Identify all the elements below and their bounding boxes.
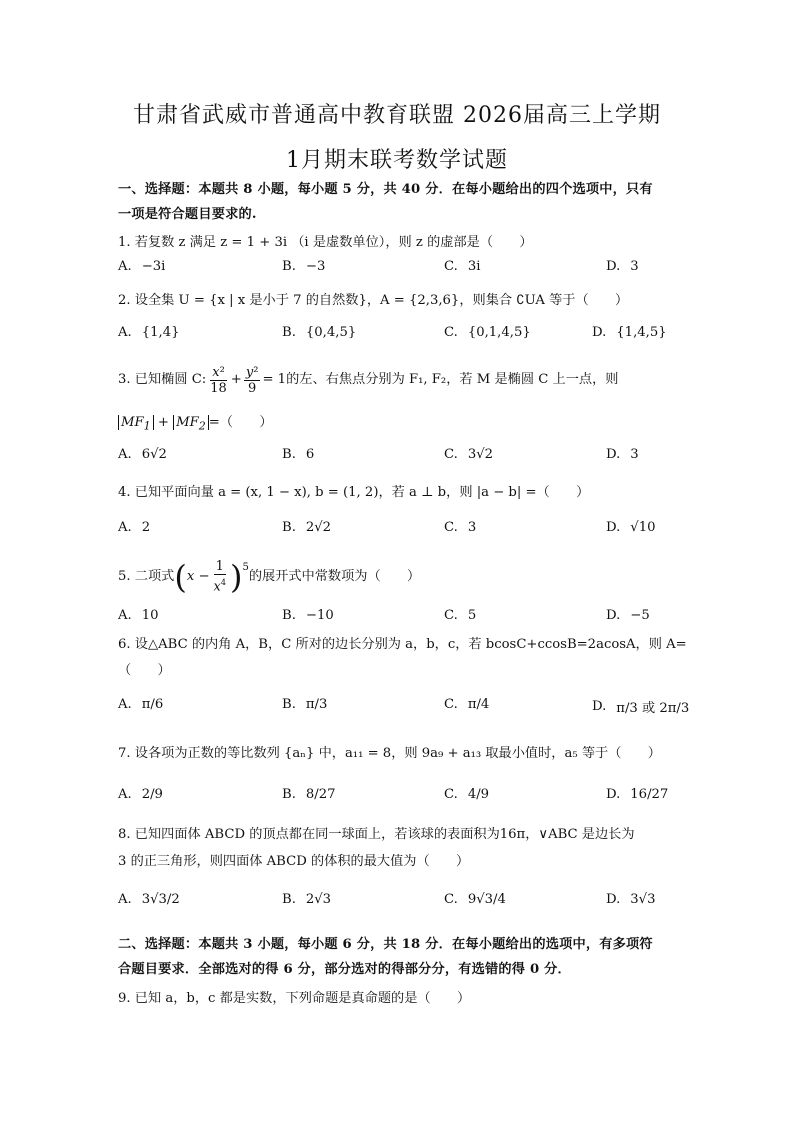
- option-d[interactable]: [606, 447, 639, 462]
- option-label: D.: [606, 447, 621, 462]
- question-8-stem: 8. 已知四面体 ABCD 的顶点都在同一球面上，若该球的表面积为16π，∨ABC 是边长为: [118, 827, 635, 842]
- option-value: −3: [305, 259, 326, 274]
- option-label: A.: [118, 325, 132, 340]
- question-7-stem: 7. 设各项为正数的等比数列 {aₙ} 中，a₁₁ = 8，则 9a₉ + a₁₃ 取最小值时，a₅ 等于（ ）: [118, 746, 661, 761]
- option-label: D.: [592, 325, 607, 340]
- option-label: D.: [606, 608, 621, 623]
- option-a[interactable]: [118, 892, 180, 907]
- option-value: 3√2: [467, 447, 493, 462]
- question-6-options: [0, 697, 794, 737]
- option-value: {1,4,5}: [616, 325, 667, 340]
- section-1-line-1: 一、选择题：本题共 8 小题，每小题 5 分，共 40 分．在每小题给出的四个选项中，只有: [118, 182, 653, 197]
- option-value: π/3 或 2π/3: [616, 701, 690, 716]
- option-value: −3i: [141, 259, 166, 274]
- option-value: 3i: [467, 259, 481, 274]
- option-c[interactable]: [444, 259, 480, 274]
- question-3-stem: 3. 已知椭圆 C: $\frac{\text{x²}}{18}$ + $\frac{\text{y²}}{9}$ = 1的左、右焦点分别为 F₁, F₂，若 M 是椭圆 C 上一点，则: [118, 364, 619, 396]
- question-8-stem-line-2: 3 的正三角形，则四面体 ABCD 的体积的最大值为（ ）: [118, 854, 470, 869]
- option-b[interactable]: [282, 892, 331, 907]
- fraction-1-x4: $\frac{1}{x^4}$: [213, 559, 226, 595]
- option-a[interactable]: [118, 520, 150, 535]
- section-1-line-2: 一项是符合题目要求的.: [118, 207, 257, 222]
- option-d[interactable]: [606, 520, 655, 535]
- option-value: 6√2: [141, 447, 167, 462]
- option-value: 2/9: [141, 787, 163, 802]
- question-3-options: [0, 447, 794, 487]
- option-value: 10: [141, 608, 159, 623]
- option-label: C.: [444, 259, 458, 274]
- option-value: {0,4,5}: [305, 325, 357, 340]
- option-value: π/4: [467, 697, 490, 712]
- option-label: A.: [118, 608, 132, 623]
- option-c[interactable]: [444, 697, 489, 712]
- section-2-heading: [118, 932, 678, 982]
- option-c[interactable]: [444, 325, 531, 340]
- option-label: C.: [444, 697, 458, 712]
- q5-stem-post: 的展开式中常数项为（ ）: [248, 569, 421, 584]
- option-label: B.: [282, 892, 296, 907]
- option-a[interactable]: [118, 447, 167, 462]
- question-1-stem: 1. 若复数 z 满足 z = 1 + 3i （i 是虚数单位），则 z 的虚部是（ ）: [118, 235, 533, 250]
- option-c[interactable]: [444, 892, 506, 907]
- option-value: √10: [630, 520, 656, 535]
- option-value: 3√3: [630, 892, 656, 907]
- option-a[interactable]: [118, 787, 163, 802]
- option-label: D.: [606, 520, 621, 535]
- option-d[interactable]: [606, 259, 639, 274]
- section-2-line-2: 合题目要求．全部选对的得 6 分，部分选对的得部分分，有选错的得 0 分．: [118, 962, 571, 977]
- option-label: D.: [606, 892, 621, 907]
- question-9-stem: 9. 已知 a，b，c 都是实数，下列命题是真命题的是（ ）: [118, 991, 471, 1006]
- option-d[interactable]: [606, 787, 668, 802]
- option-b[interactable]: [282, 520, 331, 535]
- option-d[interactable]: [592, 325, 667, 340]
- option-value: −10: [305, 608, 334, 623]
- option-b[interactable]: [282, 259, 325, 274]
- option-label: B.: [282, 697, 296, 712]
- q3-stem-line2-post: =（ ）: [208, 415, 273, 430]
- option-a[interactable]: [118, 608, 159, 623]
- option-value: 8/27: [305, 787, 336, 802]
- option-value: 5: [467, 608, 477, 623]
- option-label: B.: [282, 259, 296, 274]
- option-label: C.: [444, 325, 458, 340]
- question-5-stem: 5. 二项式 ( x − $\frac{1}{x^4}$ ) $^5$ 的展开式中常数项为（ ）: [118, 558, 421, 596]
- option-value: 6: [305, 447, 315, 462]
- q5-stem-pre: 5. 二项式: [118, 569, 175, 584]
- question-4-stem: 4. 已知平面向量 a = (x, 1 − x), b = (1, 2)，若 a ⊥ b，则 |a − b| =（ ）: [118, 485, 590, 500]
- option-value: 9√3/4: [467, 892, 506, 907]
- question-2-stem: 2. 设全集 U = {x | x 是小于 7 的自然数}，A = {2,3,6}，则集合 ∁UA 等于（ ）: [118, 293, 629, 308]
- option-label: C.: [444, 608, 458, 623]
- fraction-x2-18: $\frac{\text{x²}}{18}$: [210, 364, 227, 396]
- option-b[interactable]: [282, 325, 356, 340]
- section-2-line-1: 二、选择题：本题共 3 小题，每小题 6 分，共 18 分．在每小题给出的选项中，有多项符: [118, 937, 653, 952]
- option-label: C.: [444, 520, 458, 535]
- question-4-options: [0, 520, 794, 560]
- option-value: 3√3/2: [141, 892, 180, 907]
- option-label: B.: [282, 447, 296, 462]
- option-label: D.: [606, 259, 621, 274]
- option-d[interactable]: [606, 892, 655, 907]
- option-value: 2: [141, 520, 151, 535]
- option-label: A.: [118, 697, 132, 712]
- question-3-stem-line-2: $MF_1 + MF_2$ =（ ）: [118, 412, 678, 438]
- option-value: 16/27: [630, 787, 669, 802]
- title-line-1: 甘肃省武威市普通高中教育联盟 2026届高三上学期: [133, 103, 661, 128]
- option-value: {0,1,4,5}: [467, 325, 531, 340]
- option-label: C.: [444, 787, 458, 802]
- question-2-options: [0, 325, 794, 365]
- question-6-stem-line-2: （ ）: [118, 663, 171, 678]
- option-c[interactable]: [444, 447, 493, 462]
- option-b[interactable]: [282, 697, 327, 712]
- option-label: B.: [282, 520, 296, 535]
- option-b[interactable]: [282, 447, 314, 462]
- q3-stem-post: = 1的左、右焦点分别为 F₁, F₂，若 M 是椭圆 C 上一点，则: [262, 372, 619, 387]
- option-label: A.: [118, 787, 132, 802]
- option-label: D.: [606, 787, 621, 802]
- option-label: A.: [118, 259, 132, 274]
- question-6-stem: 6. 设△ABC 的内角 A，B，C 所对的边长分别为 a，b，c，若 bcosC+ccosB=2acosA，则 A=: [118, 637, 687, 652]
- option-label: C.: [444, 447, 458, 462]
- question-7-options: [0, 787, 794, 827]
- option-value: 4/9: [467, 787, 490, 802]
- option-value: 3: [467, 520, 477, 535]
- option-label: B.: [282, 325, 296, 340]
- option-label: D.: [592, 699, 607, 714]
- option-value: 3: [630, 259, 639, 274]
- q3-stem-pre: 3. 已知椭圆 C:: [118, 372, 207, 387]
- title-line-2: 1月期末联考数学试题: [286, 148, 508, 173]
- option-label: A.: [118, 447, 132, 462]
- option-label: A.: [118, 520, 132, 535]
- option-value: {1,4}: [141, 325, 180, 340]
- option-value: π/3: [305, 697, 328, 712]
- option-d[interactable]: [606, 608, 650, 623]
- fraction-y2-9: $\frac{\text{y²}}{9}$: [245, 364, 259, 396]
- option-value: π/6: [141, 697, 164, 712]
- option-label: B.: [282, 608, 296, 623]
- option-a[interactable]: [118, 697, 163, 712]
- question-8-options: [0, 892, 794, 932]
- option-b[interactable]: [282, 787, 336, 802]
- option-value: 2√3: [305, 892, 332, 907]
- option-value: −5: [630, 608, 650, 623]
- option-a[interactable]: [118, 325, 179, 340]
- option-value: 3: [630, 447, 639, 462]
- option-label: C.: [444, 892, 458, 907]
- option-b[interactable]: [282, 608, 334, 623]
- section-1-heading: [118, 177, 678, 227]
- option-a[interactable]: [118, 259, 165, 274]
- option-c[interactable]: [444, 787, 489, 802]
- option-label: B.: [282, 787, 296, 802]
- option-label: A.: [118, 892, 132, 907]
- option-c[interactable]: [444, 608, 476, 623]
- option-d[interactable]: [592, 697, 689, 716]
- option-value: 2√2: [305, 520, 332, 535]
- option-c[interactable]: [444, 520, 476, 535]
